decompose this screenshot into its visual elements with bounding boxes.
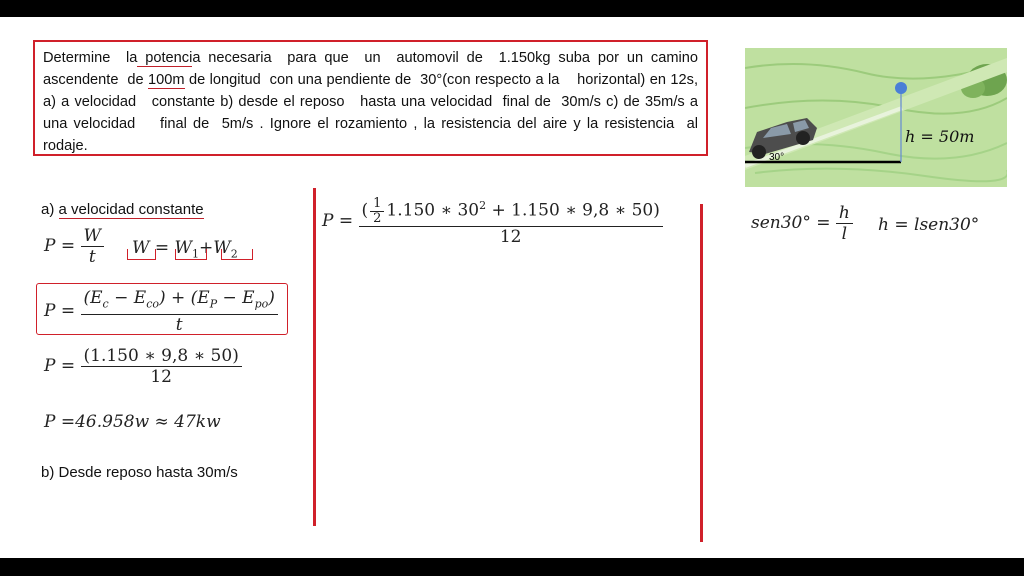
- part-a-underlined: a velocidad constante: [58, 201, 204, 218]
- ink-bracket-w1: [175, 249, 207, 260]
- incline-figure: [745, 48, 1007, 187]
- height-label: h = 50m: [905, 127, 975, 146]
- ink-bracket-w2: [221, 249, 253, 260]
- problem-text-1: Determine la: [43, 50, 138, 66]
- part-b-heading: b) Desde reposo hasta 30m/s: [41, 464, 238, 481]
- formula-sine: sen30° = $\frac{h}{l}$: [751, 203, 853, 244]
- result-power: P =46.958w ≈ 47kw: [44, 412, 221, 432]
- ink-bracket-w: [127, 249, 156, 260]
- formula-work-sum: $W = W_1+W_2$: [132, 238, 238, 261]
- formula-height: h = lsen30°: [878, 215, 980, 235]
- angle-label: 30°: [769, 152, 785, 163]
- problem-statement: [33, 40, 708, 156]
- problem-text-3: de longitud con una pendiente de 30°(con respecto a la horizontal) en 12s, a) a velocidad constante b) desde el reposo hasta una velocidad final de 30m/s c) de 35m/s a una velocidad final de 5m/s . Ignore el rozamiento , la resistencia del aire y la resistencia al rodaje.: [43, 72, 703, 154]
- divider-left: [313, 188, 316, 526]
- problem-underline-potencia: potenci: [137, 50, 193, 66]
- formula-substituted: P = $\frac{(1.150 ∗ 9,8 ∗ 50)}{12}$: [44, 346, 242, 387]
- problem-underline-100m: 100m: [148, 72, 185, 88]
- part-a-heading: a) a velocidad constante: [41, 201, 204, 218]
- formula-part-b: P = ( $\frac{1}{2}$ 1.150 ∗ $30^2 + 1.150$ ∗ 9,8 ∗ 50) 12: [322, 196, 663, 247]
- problem-text-2: a necesaria para que un automovil de 1.150kg suba por un camino ascendente de: [43, 50, 707, 88]
- formula-energy: P = $\frac{(E_c - E_{co}) + (E_P - E_{po})}{t}$: [44, 288, 278, 335]
- divider-right: [700, 204, 703, 542]
- formula-power-work: P = $\frac{W}{t}$: [44, 226, 104, 267]
